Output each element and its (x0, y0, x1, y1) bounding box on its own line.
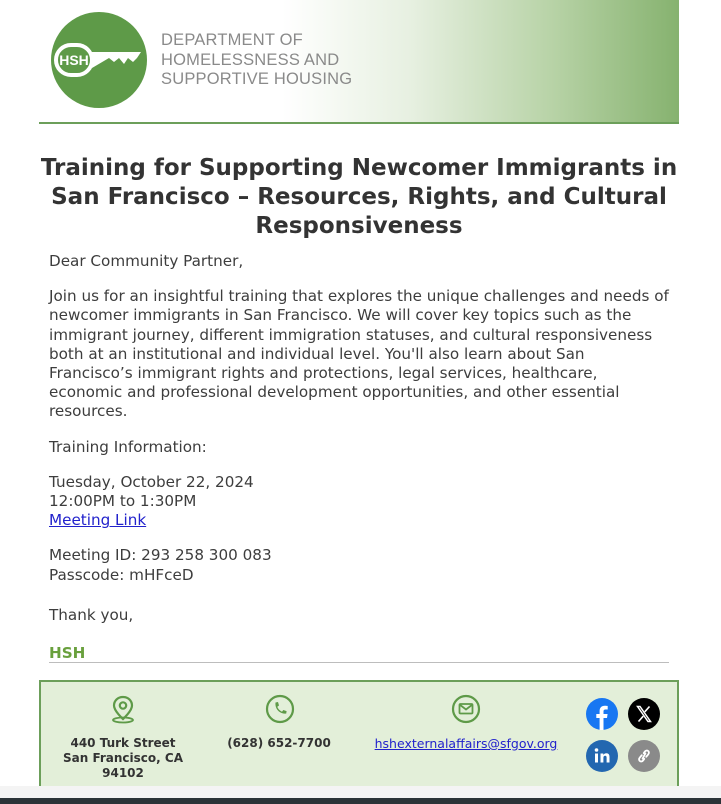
dept-line-3: SUPPORTIVE HOUSING (161, 70, 353, 88)
meeting-id: Meeting ID: 293 258 300 083 (49, 546, 272, 565)
phone-number: (628) 652-7700 (227, 736, 331, 750)
title-line-3: Responsiveness (255, 213, 463, 239)
greeting: Dear Community Partner, (49, 252, 244, 270)
mail-icon (451, 694, 481, 724)
footer (39, 680, 679, 788)
facebook-link[interactable] (586, 698, 618, 730)
email-title (39, 154, 679, 241)
linkedin-icon (586, 740, 618, 772)
training-date: Tuesday, October 22, 2024 (49, 472, 254, 491)
intro-paragraph: Join us for an insightful training that explores the unique challenges and needs of newcomer immigrants in San Francisco. We will cover key topics such as the immigrant journey, different immigration statuses, and cultural responsiveness both at an institutional and individual level. You'll also learn about San Francisco’s immigrant rights and protections, legal services, healthcare, economic and professional development opportunities, and other essential resources. (49, 287, 669, 421)
link-icon (628, 740, 660, 772)
hsh-logo (51, 12, 147, 108)
x-icon (628, 698, 660, 730)
facebook-icon (586, 698, 618, 730)
closing: Thank you, (49, 605, 134, 624)
department-name (161, 31, 352, 90)
address-line-2: San Francisco, CA (62, 751, 183, 765)
dept-line-1: DEPARTMENT OF (161, 31, 303, 49)
logo-text: HSH (59, 52, 89, 68)
address-line-3: 94102 (102, 766, 144, 780)
website-link[interactable] (628, 740, 660, 772)
title-line-1: Training for Supporting Newcomer Immigrants in (40, 155, 678, 181)
message-body (49, 252, 671, 663)
training-label: Training Information: (49, 437, 207, 456)
meeting-link[interactable]: Meeting Link (49, 511, 147, 530)
linkedin-link[interactable] (586, 740, 618, 772)
dept-line-2: HOMELESSNESS AND (161, 50, 340, 69)
phone-icon (265, 694, 295, 724)
map-pin-icon (108, 694, 138, 724)
window-bottom-bar (0, 798, 721, 804)
header-banner (39, 0, 679, 124)
viewport-bottom-strip (0, 786, 721, 798)
email-body (39, 0, 679, 780)
divider (49, 662, 669, 663)
passcode: Passcode: mHFceD (49, 565, 194, 584)
key-logo-icon (51, 12, 147, 108)
signature: HSH (49, 644, 86, 663)
address-line-1: 440 Turk Street (70, 736, 176, 750)
training-time: 12:00PM to 1:30PM (49, 492, 197, 511)
title-line-2: San Francisco – Resources, Rights, and Cultural (51, 184, 667, 210)
email-link[interactable]: hshexternalaffairs@sfgov.org (374, 736, 558, 751)
x-link[interactable] (628, 698, 660, 730)
